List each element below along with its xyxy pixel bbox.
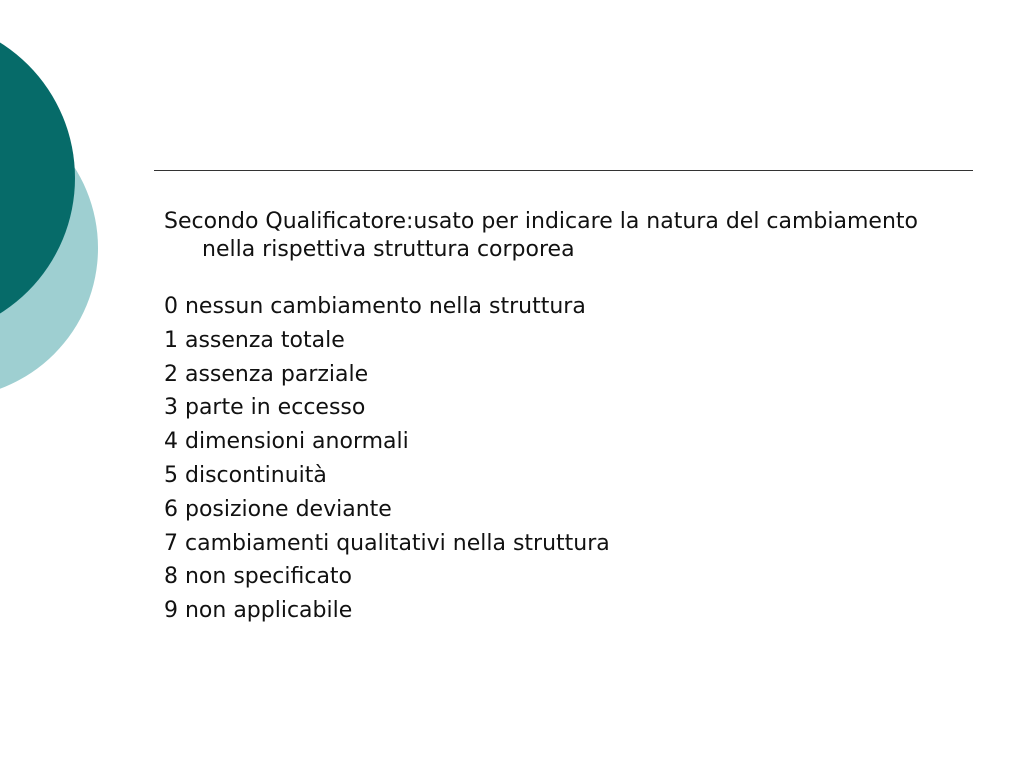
list-item: 4 dimensioni anormali [164,429,409,455]
slide-content [164,208,964,628]
title-divider [154,170,973,171]
list-item: 9 non applicabile [164,598,353,624]
list-item: 6 posizione deviante [164,496,392,522]
list-item: 7 cambiamenti qualitativi nella struttura [164,530,610,556]
list-item: 2 assenza parziale [164,361,369,387]
list-item: 1 assenza totale [164,327,345,353]
list-item: 5 discontinuità [164,462,327,488]
list-item: 8 non specificato [164,564,353,590]
list-item: 0 nessun cambiamento nella struttura [164,294,586,319]
intro-text: Secondo Qualificatore:usato per indicare la natura del cambiamento nella rispettiva struttura corporea [164,209,918,262]
list-item: 3 parte in eccesso [164,395,366,421]
